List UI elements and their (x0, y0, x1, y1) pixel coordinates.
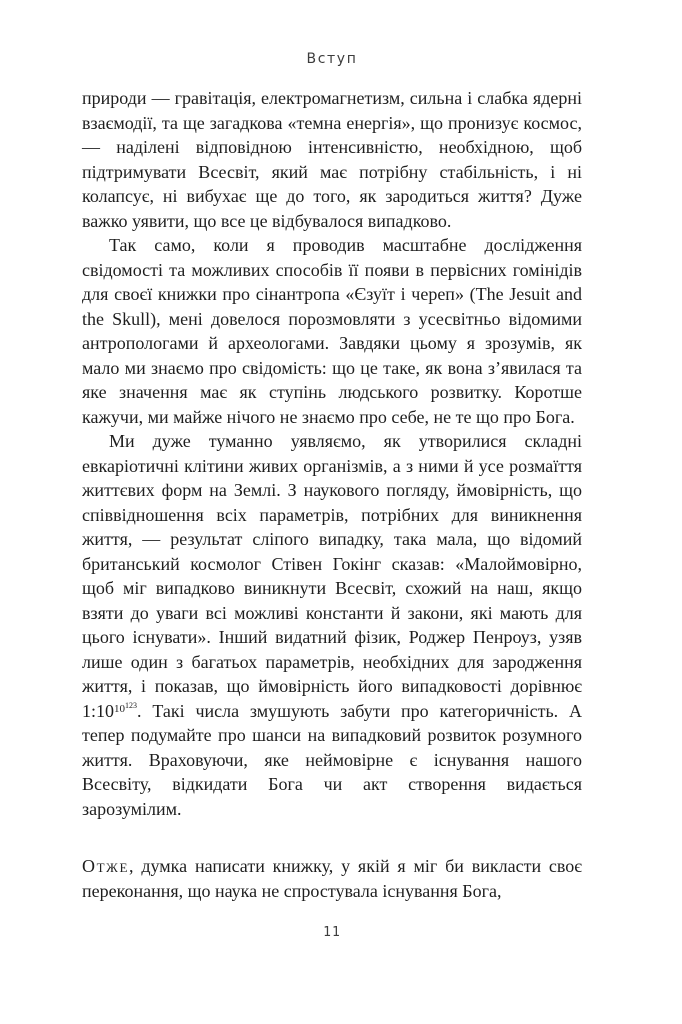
running-header: Вступ (306, 51, 358, 67)
paragraph (82, 429, 582, 821)
body-text (82, 86, 582, 903)
paragraph-text: . Такі числа змушують забути про категоричність. А тепер подумайте про шанси на випадковий розвиток розумного життя. Враховуючи, яке неймовірне є існування нашого Всесвіту, відкидати Бога чи акт створення видається зарозумілим. (82, 700, 582, 819)
paragraph-text: , думка написати книжку, у якій я міг би викласти своє переконання, що наука не спростувала існування Бога, (82, 856, 582, 901)
paragraph-text: Ми дуже туманно уявляємо, як утворилися складні евкаріотичні клітини живих організмів, а з ними й усе розмаїття життєвих форм на Землі. З наукового погляду, ймовірність, що співвідношення всіх параметрів, потрібних для виникнення життя, — результат сліпого випадку, така мала, що відомий британський космолог Стівен Гокінг сказав: «Малоймовірно, щоб міг випадково виникнути Всесвіт, схожий на наш, якщо взяти до уваги всі можливі константи й закони, які мають для цього існувати». Інший видатний фізик, Роджер Пенроуз, узяв лише один з багатьох параметрів, необхідних для зародження життя, і показав, що ймовірність його випадковості дорівнює 1:10 (82, 431, 582, 721)
paragraph-smallcaps: Отже (82, 856, 130, 876)
paragraph-text: природи — гравітація, електромагнетизм, сильна і слабка ядерні взаємодії, та ще загадкова «темна енергія», що пронизує космос, — наділені відповідною інтенсивністю, необхідною, щоб підтримувати Всесвіт, який має потрібну стабільність, і ні колапсує, ні вибухає ще до того, як зародиться життя? Дуже важко уявити, що все це відбувалося випадково. (82, 88, 582, 231)
paragraph-sup: 10 (114, 702, 126, 715)
paragraph-text: Так само, коли я проводив масштабне дослідження свідомості та можливих способів її появи в первісних гомінідів для своєї книжки про сінантропа «Єзуїт і череп» (The Jesuit and the Skull), мені довелося порозмовляти з усесвітньо відомими антропологами й археологами. Завдяки цьому я зрозумів, як мало ми знаємо про свідомість: що це таке, як вона з’явилася та яке значення має як ступінь людського розвитку. Коротше кажучи, ми майже нічого не знаємо про себе, не те що про Бога. (82, 235, 582, 427)
page-number: 11 (323, 925, 341, 940)
paragraph (82, 86, 582, 233)
paragraph (82, 233, 582, 429)
paragraph-supsup: 123 (125, 700, 138, 710)
paragraph (82, 854, 582, 903)
